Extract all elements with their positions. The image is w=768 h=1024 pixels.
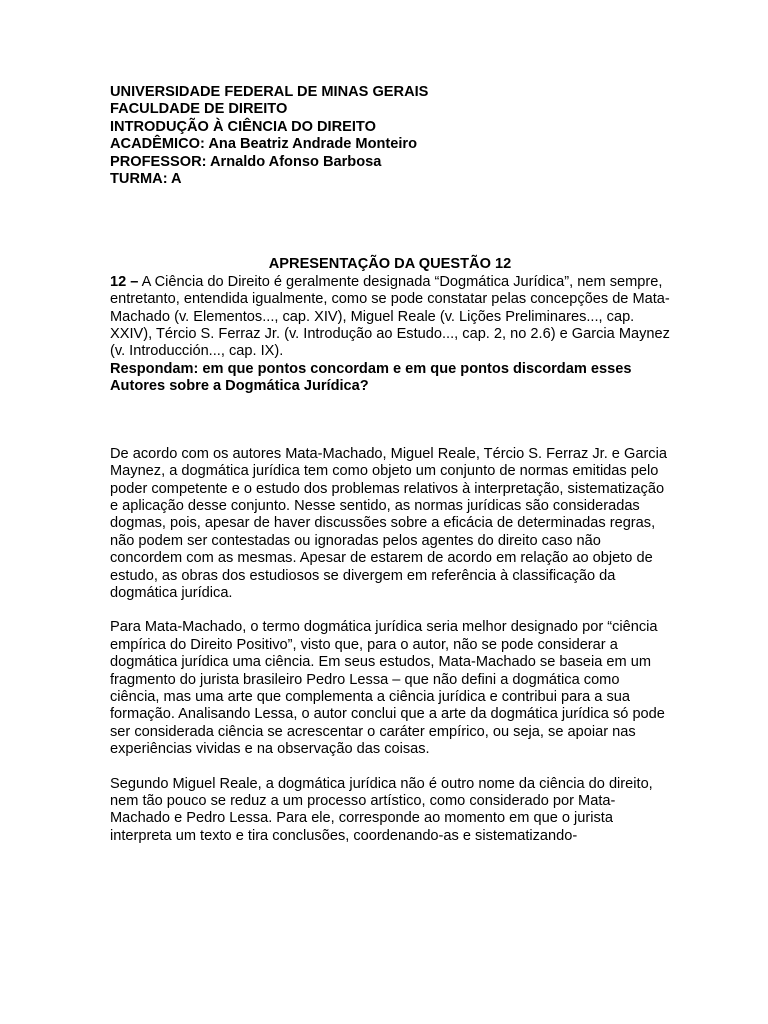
answer-paragraph-2: Para Mata-Machado, o termo dogmática jurídica seria melhor designado por “ciência empírica do Direito Positivo”, visto que, para o autor, não se pode considerar a dogmática jurídica uma ciência. Em seus estudos, Mata-Machado se baseia em um fragmento do jurista brasileiro Pedro Lessa – que não defini a dogmática como ciência, mas uma arte que complementa a ciência jurídica e contribui para a sua formação. Analisando Lessa, o autor conclui que a arte da dogmática jurídica só pode ser considerada ciência se acrescentar o caráter empírico, ou seja, se apoiar nas experiências vividas e na observação das coisas.: [110, 619, 665, 758]
document-header: [110, 84, 670, 188]
faculty-name: FACULDADE DE DIREITO: [110, 101, 288, 118]
question-prompt: Respondam: em que pontos concordam e em que pontos discordam esses Autores sobre a Dogmática Jurídica?: [110, 360, 632, 395]
question-paragraph: [110, 274, 670, 361]
question-text: A Ciência do Direito é geralmente designada “Dogmática Jurídica”, nem sempre, entretanto, entendida igualmente, como se pode constatar pelas concepções de Mata-Machado (v. Elementos..., cap. XIV), Miguel Reale (v. Lições Preliminares..., cap. XXIV), Tércio S. Ferraz Jr. (v. Introdução ao Estudo..., cap. 2, no 2.6) e Garcia Maynez (v. Introducción..., cap. IX).: [110, 273, 670, 360]
answer-paragraph-3: Segundo Miguel Reale, a dogmática jurídica não é outro nome da ciência do direito, nem tão pouco se reduz a um processo artístico, como considerado por Mata-Machado e Pedro Lessa. Para ele, corresponde ao momento em que o jurista interpreta um texto e tira conclusões, coordenando-as e sistematizando-: [110, 775, 653, 844]
course-name: INTRODUÇÃO À CIÊNCIA DO DIREITO: [110, 118, 376, 135]
class-name: TURMA: A: [110, 171, 182, 188]
student-name: ACADÊMICO: Ana Beatriz Andrade Monteiro: [110, 136, 418, 153]
document-title: APRESENTAÇÃO DA QUESTÃO 12: [268, 256, 512, 273]
answer-paragraph-1: De acordo com os autores Mata-Machado, Miguel Reale, Tércio S. Ferraz Jr. e Garcia Maynez, a dogmática jurídica tem como objeto um conjunto de normas emitidas pelo poder competente e o estudo dos problemas relativos à interpretação, sistematização e aplicação desse conjunto. Nesse sentido, as normas jurídicas são consideradas dogmas, pois, apesar de haver discussões sobre a eficácia de determinadas regras, não podem ser contestadas ou ignoradas pelos agentes do direito caso não concordem com as mesmas. Apesar de estarem de acordo em relação ao objeto de estudo, as obras dos estudiosos se divergem em referência à classificação da dogmática jurídica.: [110, 445, 667, 601]
professor-name: PROFESSOR: Arnaldo Afonso Barbosa: [110, 153, 382, 170]
question-number: 12 –: [110, 273, 139, 290]
document-page: [110, 84, 670, 845]
university-name: UNIVERSIDADE FEDERAL DE MINAS GERAIS: [110, 84, 429, 100]
